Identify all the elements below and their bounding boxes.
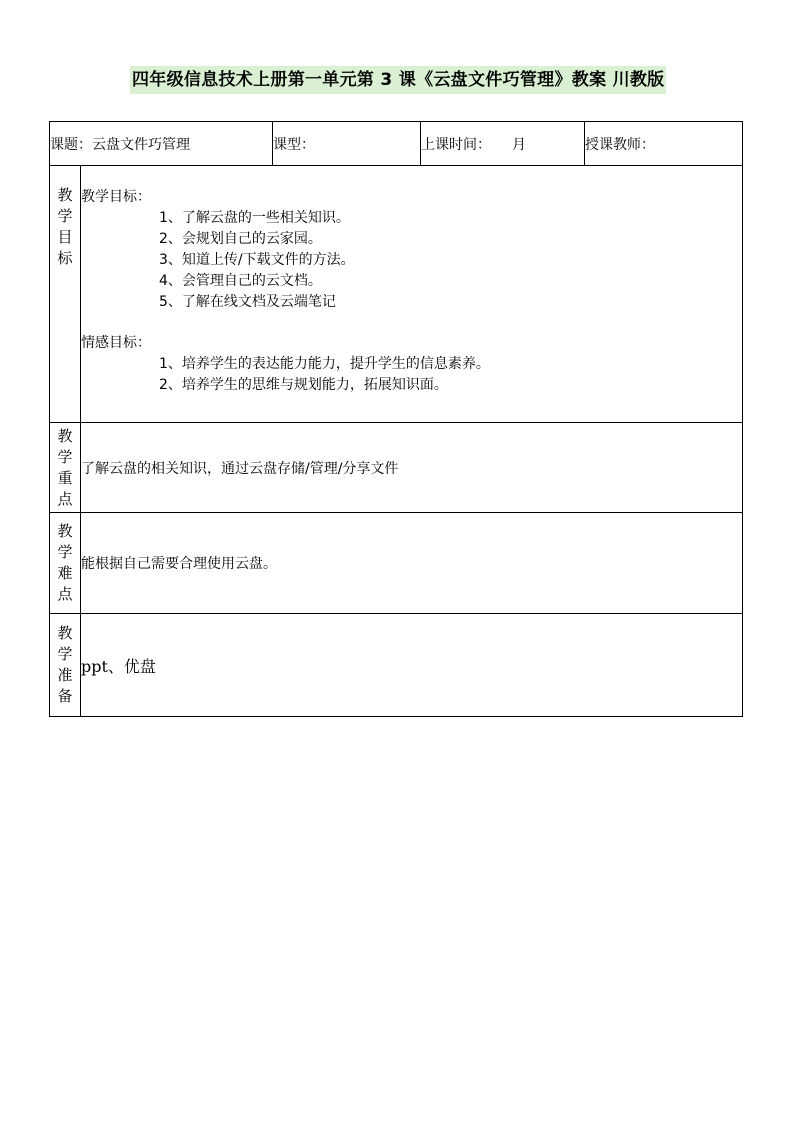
- lesson-type-cell: 课型：: [273, 122, 421, 166]
- difficulties-row: [50, 513, 743, 614]
- document-title: 四年级信息技术上册第一单元第 3 课《云盘文件巧管理》教案 川教版: [130, 66, 666, 94]
- emotion-goal-item: 2、培养学生的思维与规划能力，拓展知识面。: [159, 377, 448, 393]
- goals-label: 教 学 目 标: [50, 166, 81, 423]
- difficulties-label: 教 学 难 点: [50, 513, 81, 614]
- emotion-goals-title: 情感目标：: [81, 335, 151, 351]
- goals-row: [50, 166, 743, 423]
- preparation-content: ppt、优盘: [81, 614, 743, 717]
- goal-item: 1、了解云盘的一些相关知识。: [159, 210, 350, 226]
- goals-content: [81, 166, 743, 423]
- goal-item: 2、会规划自己的云家园。: [159, 231, 322, 247]
- preparation-row: [50, 614, 743, 717]
- teacher-cell: 授课教师：: [585, 122, 743, 166]
- goal-item: 4、会管理自己的云文档。: [159, 273, 322, 289]
- header-row: [50, 122, 743, 166]
- class-time-cell: 上课时间： 月: [421, 122, 585, 166]
- goal-item: 3、知道上传/下载文件的方法。: [159, 252, 355, 268]
- topic-cell: 课题：云盘文件巧管理: [50, 122, 273, 166]
- lesson-plan-table: [49, 121, 743, 717]
- emotion-goal-item: 1、培养学生的表达能力能力，提升学生的信息素养。: [159, 356, 490, 372]
- key-points-label: 教 学 重 点: [50, 423, 81, 513]
- key-points-content: 了解云盘的相关知识，通过云盘存储/管理/分享文件: [81, 423, 743, 513]
- key-points-row: [50, 423, 743, 513]
- goal-item: 5、了解在线文档及云端笔记: [159, 294, 336, 310]
- teaching-goals-title: 教学目标：: [81, 189, 151, 205]
- preparation-label: 教 学 准 备: [50, 614, 81, 717]
- difficulties-content: 能根据自己需要合理使用云盘。: [81, 513, 743, 614]
